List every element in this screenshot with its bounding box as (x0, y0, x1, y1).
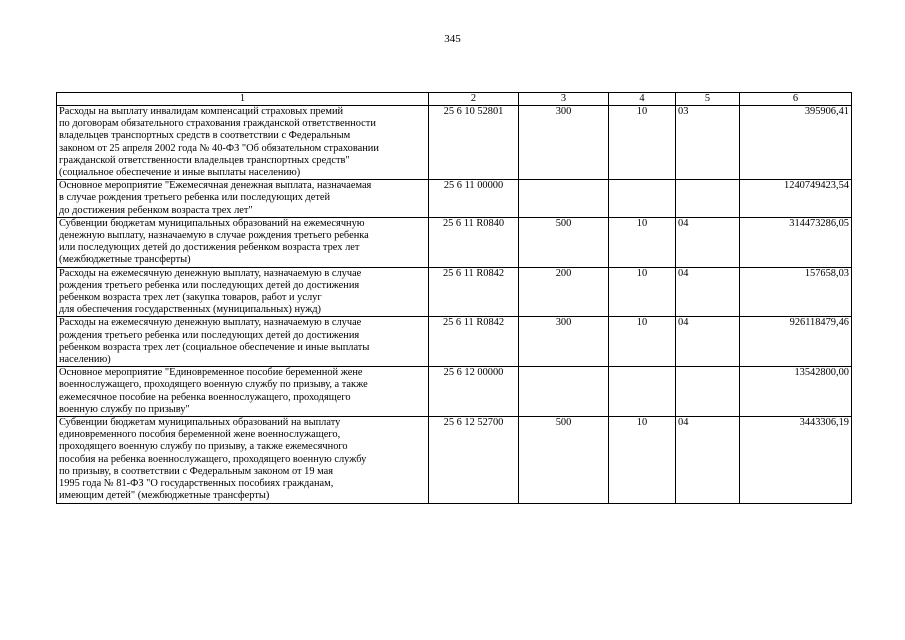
row-subsection: 04 (676, 217, 740, 267)
table-row (57, 267, 852, 317)
row-section (609, 180, 676, 218)
row-subsection: 03 (676, 106, 740, 180)
row-target-code: 25 6 11 R0840 (429, 217, 519, 267)
row-expense-type (519, 367, 609, 417)
row-target-code: 25 6 10 52801 (429, 106, 519, 180)
row-description: Субвенции бюджетам муниципальных образований на ежемесячную денежную выплату, назначаемую в случае рождения третьего ребенка или последующих детей до достижения ребенком возраста трех лет (межбюджетные трансферты) (57, 217, 429, 267)
row-subsection (676, 180, 740, 218)
page-number: 345 (444, 33, 461, 45)
column-header: 5 (676, 93, 740, 106)
row-description: Расходы на ежемесячную денежную выплату, назначаемую в случае рождения третьего ребенка или последующих детей до достижения ребенком возраста трех лет (закупка товаров, работ и услуг для обеспечения государственных (муниципальных) нужд) (57, 267, 429, 317)
row-section: 10 (609, 317, 676, 367)
row-section: 10 (609, 217, 676, 267)
budget-table (56, 92, 852, 504)
row-amount: 395906,41 (740, 106, 852, 180)
row-expense-type: 300 (519, 317, 609, 367)
row-description: Расходы на выплату инвалидам компенсаций страховых премий по договорам обязательного страхования гражданской ответственности владельцев транспортных средств в соответствии с Федеральным законом от 25 апреля 2002 года № 40-ФЗ "Об обязательном страховании гражданской ответственности владельцев транспортных средств" (социальное обеспечение и иные выплаты населению) (57, 106, 429, 180)
row-expense-type: 500 (519, 217, 609, 267)
row-target-code: 25 6 12 00000 (429, 367, 519, 417)
row-amount: 926118479,46 (740, 317, 852, 367)
row-description: Основное мероприятие "Единовременное пособие беременной жене военнослужащего, проходящего военную службу по призыву, а также ежемесячное пособие на ребенка военнослужащего, проходящего военную службу по призыву" (57, 367, 429, 417)
column-header: 1 (57, 93, 429, 106)
row-subsection: 04 (676, 317, 740, 367)
row-amount: 314473286,05 (740, 217, 852, 267)
row-subsection: 04 (676, 417, 740, 503)
row-target-code: 25 6 11 R0842 (429, 267, 519, 317)
table-row (57, 217, 852, 267)
row-subsection: 04 (676, 267, 740, 317)
column-header: 2 (429, 93, 519, 106)
row-section: 10 (609, 106, 676, 180)
row-amount: 3443306,19 (740, 417, 852, 503)
table-row (57, 106, 852, 180)
row-expense-type: 200 (519, 267, 609, 317)
row-target-code: 25 6 11 00000 (429, 180, 519, 218)
row-section (609, 367, 676, 417)
table-row (57, 180, 852, 218)
row-description: Субвенции бюджетам муниципальных образований на выплату единовременного пособия беременной жене военнослужащего, проходящего военную службу по призыву, а также ежемесячного пособия на ребенка военнослужащего, проходящего военную службу по призыву, в соответствии с Федеральным законом от 19 мая 1995 года № 81-ФЗ "О государственных пособиях гражданам, имеющим детей" (межбюджетные трансферты) (57, 417, 429, 503)
row-expense-type (519, 180, 609, 218)
table-row (57, 317, 852, 367)
row-subsection (676, 367, 740, 417)
row-description: Основное мероприятие "Ежемесячная денежная выплата, назначаемая в случае рождения третьего ребенка или последующих детей до достижения ребенком возраста трех лет" (57, 180, 429, 218)
row-amount: 1240749423,54 (740, 180, 852, 218)
row-section: 10 (609, 417, 676, 503)
row-target-code: 25 6 11 R0842 (429, 317, 519, 367)
table-header-row (57, 93, 852, 106)
column-header: 6 (740, 93, 852, 106)
row-amount: 157658,03 (740, 267, 852, 317)
row-amount: 13542800,00 (740, 367, 852, 417)
column-header: 4 (609, 93, 676, 106)
column-header: 3 (519, 93, 609, 106)
row-section: 10 (609, 267, 676, 317)
table-row (57, 367, 852, 417)
table-row (57, 417, 852, 503)
row-expense-type: 300 (519, 106, 609, 180)
row-target-code: 25 6 12 52700 (429, 417, 519, 503)
row-expense-type: 500 (519, 417, 609, 503)
row-description: Расходы на ежемесячную денежную выплату, назначаемую в случае рождения третьего ребенка или последующих детей до достижения ребенком возраста трех лет (социальное обеспечение и иные выплаты населению) (57, 317, 429, 367)
